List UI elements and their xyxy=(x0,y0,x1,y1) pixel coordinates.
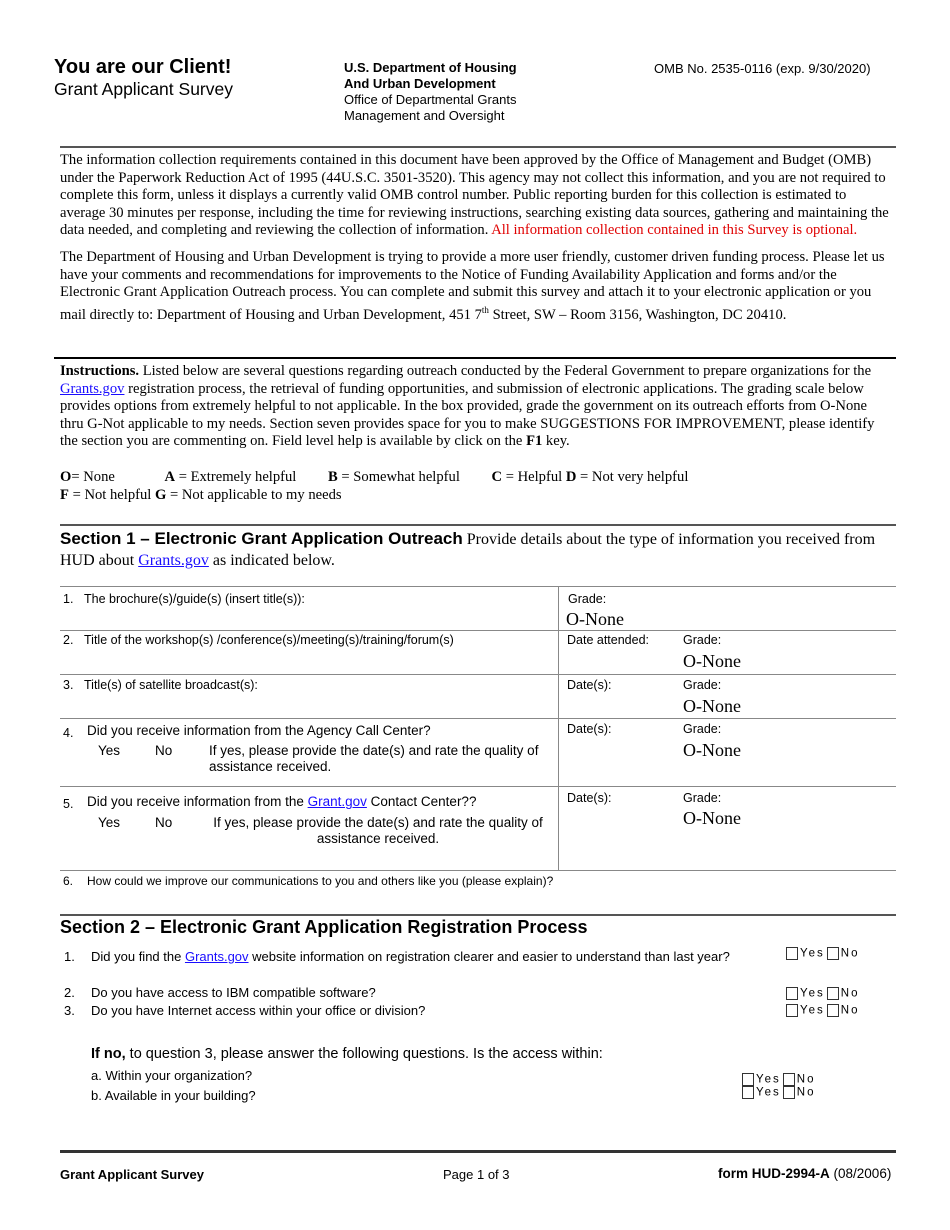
q4-yes-option[interactable]: Yes xyxy=(98,743,121,758)
q1-text: The brochure(s)/guide(s) (insert title(s)): xyxy=(84,592,305,606)
row-divider xyxy=(60,786,896,787)
row-divider xyxy=(60,630,896,631)
no-checkbox[interactable] xyxy=(827,947,839,960)
instructions xyxy=(60,363,894,451)
scale-text: = Somewhat helpful xyxy=(337,469,460,485)
no-label: No xyxy=(840,947,860,960)
s2-qa-text: a. Within your organization? xyxy=(91,1068,253,1083)
no-label: No xyxy=(796,1086,816,1099)
omb-text: The information collection requirements contained in this document have been approved by the Office of Management and Budget (OMB) under the Paperwork Reduction Act of 1995 (44U.S.C. 3501-3520). This agency may not collect this information, and you are not required to complete this form, unless it displays a currently valid OMB control number. Public reporting burden for this collection is estimated to average 30 minutes per response, including the time for reviewing instructions, searching existing data sources, gathering and maintaining the data needed, and completing and reviewing the collection of information. xyxy=(60,152,889,239)
grants-gov-link[interactable]: Grants.gov xyxy=(184,949,249,964)
row-divider xyxy=(60,674,896,675)
yes-label: Yes xyxy=(756,1073,781,1086)
s2-q2-yes-no xyxy=(784,987,859,1000)
q-number: 1. xyxy=(64,949,75,964)
optional-notice: All information collection contained in this Survey is optional. xyxy=(491,222,858,239)
agency-line: And Urban Development xyxy=(344,76,496,91)
s2-q3-text: Do you have Internet access within your office or division? xyxy=(91,1003,426,1018)
intro xyxy=(60,152,894,324)
date-label: Date(s): xyxy=(567,791,612,805)
s2-q2-text: Do you have access to IBM compatible software? xyxy=(91,985,376,1000)
q5-yes-option[interactable]: Yes xyxy=(98,815,121,830)
q-number: 2. xyxy=(63,633,74,647)
yes-checkbox[interactable] xyxy=(786,1004,798,1017)
no-label: No xyxy=(796,1073,816,1086)
grade-label: Grade: xyxy=(683,722,722,736)
q-number: 5. xyxy=(63,797,74,811)
purpose-text: The Department of Housing and Urban Development is trying to provide a more user friendly, customer driven funding process. Please let us have your comments and recommendations for improvements to the Notice of Funding Availability Application and forms and/or the Electronic Grant Application Outreach process. You can complete and submit this survey and attach it to your electronic application or you mail directly to: Department of Housing and Urban Development, 451 7 xyxy=(60,248,885,323)
grading-scale xyxy=(60,468,688,504)
scale-key: O xyxy=(60,469,72,485)
scale-text: = None xyxy=(71,469,115,485)
q2-grade-select[interactable]: O-None xyxy=(683,651,741,671)
s2-q1-text xyxy=(91,949,731,965)
date-label: Date(s): xyxy=(567,722,612,736)
section1-heading xyxy=(60,528,894,571)
divider xyxy=(54,357,896,359)
omb-number: OMB No. 2535-0116 (exp. 9/30/2020) xyxy=(654,61,871,76)
grants-gov-link[interactable]: Grants.gov xyxy=(138,552,209,569)
q4-followup: If yes, please provide the date(s) and rate the quality of assistance received. xyxy=(209,743,539,774)
agency-line: U.S. Department of Housing xyxy=(344,60,517,75)
q-number: 2. xyxy=(64,985,75,1000)
s2-qb-text: b. Available in your building? xyxy=(91,1088,256,1103)
yes-checkbox[interactable] xyxy=(786,947,798,960)
no-label: No xyxy=(840,1004,860,1017)
section1-desc: Provide details about the type of information you received from HUD about xyxy=(60,531,876,569)
date-label: Date(s): xyxy=(567,678,612,692)
yes-label: Yes xyxy=(800,947,825,960)
instructions-text: registration process, the retrieval of funding opportunities, and submission of electronic applications. The grading scale below provides options from extremely helpful to not applicable. In the box provided, grade the government on its outreach efforts from O-None thru G-Not applicable to my needs. Section seven provides space for you to make SUGGESTIONS FOR IMPROVEMENT, please identify the section you are commenting on. Field level help is available by click on the xyxy=(60,380,875,450)
grade-label: Grade: xyxy=(568,592,607,606)
divider xyxy=(60,146,896,148)
instructions-text: Listed below are several questions regarding outreach conducted by the Federal Government to prepare organizations for the xyxy=(139,363,872,379)
f1-key: F1 xyxy=(526,433,543,450)
office-line: Management and Oversight xyxy=(344,108,505,123)
q5-text-part: Contact Center?? xyxy=(366,794,477,809)
q2-text: Title of the workshop(s) /conference(s)/meeting(s)/training/forum(s) xyxy=(84,633,454,647)
column-divider xyxy=(558,586,559,870)
yes-label: Yes xyxy=(756,1086,781,1099)
section2-title: Section 2 – Electronic Grant Application Registration Process xyxy=(60,917,588,937)
q-number: 3. xyxy=(64,1003,75,1018)
q5-no-option[interactable]: No xyxy=(155,815,173,830)
office-line: Office of Departmental Grants xyxy=(344,92,517,107)
q4-text: Did you receive information from the Agency Call Center? xyxy=(87,723,431,738)
s2-q1-part: Did you find the xyxy=(91,949,185,964)
s2-q1-yes-no xyxy=(784,947,859,960)
form-number: form HUD-2994-A xyxy=(718,1166,830,1181)
superscript: th xyxy=(481,304,489,315)
grade-label: Grade: xyxy=(683,678,722,692)
form-id xyxy=(718,1166,891,1181)
row-divider xyxy=(60,870,896,871)
s2-q1-part: website information on registration clearer and easier to understand than last year? xyxy=(248,949,730,964)
divider xyxy=(60,914,896,916)
instructions-label: Instructions. xyxy=(60,363,140,379)
grant-gov-link[interactable]: Grant.gov xyxy=(307,794,367,809)
row-divider xyxy=(60,718,896,719)
no-checkbox[interactable] xyxy=(783,1086,795,1099)
q3-text: Title(s) of satellite broadcast(s): xyxy=(84,678,258,692)
scale-key: D xyxy=(565,469,577,485)
page-number: Page 1 of 3 xyxy=(443,1167,510,1182)
no-checkbox[interactable] xyxy=(827,987,839,1000)
footer-form-name: Grant Applicant Survey xyxy=(60,1167,204,1182)
q6-text: How could we improve our communications to you and others like you (please explain)? xyxy=(87,874,554,888)
q5-text xyxy=(87,794,476,809)
scale-text: = Not helpful xyxy=(68,487,155,503)
q5-grade-select[interactable]: O-None xyxy=(683,808,741,828)
scale-text: = Not very helpful xyxy=(576,469,689,485)
table-top xyxy=(60,586,896,587)
grants-gov-link[interactable]: Grants.gov xyxy=(60,380,125,397)
yes-label: Yes xyxy=(800,1004,825,1017)
no-checkbox[interactable] xyxy=(783,1073,795,1086)
q4-no-option[interactable]: No xyxy=(155,743,173,758)
scale-text: = Extremely helpful xyxy=(175,469,297,485)
no-label: No xyxy=(840,987,860,1000)
s2-qb-yes-no xyxy=(740,1086,815,1099)
s2-q3-yes-no xyxy=(784,1004,859,1017)
grade-label: Grade: xyxy=(683,791,722,805)
scale-text: = Helpful xyxy=(502,469,566,485)
if-no-prompt xyxy=(91,1046,603,1062)
yes-checkbox[interactable] xyxy=(742,1086,754,1099)
yes-checkbox[interactable] xyxy=(742,1073,754,1086)
footer-divider xyxy=(60,1150,896,1153)
q-number: 3. xyxy=(63,678,74,692)
form-date: (08/2006) xyxy=(829,1166,892,1181)
omb-paragraph xyxy=(60,152,894,240)
scale-key: A xyxy=(164,469,176,485)
yes-label: Yes xyxy=(800,987,825,1000)
q3-grade-select[interactable]: O-None xyxy=(683,696,741,716)
section1-title: Section 1 – Electronic Grant Application Outreach xyxy=(60,529,463,548)
purpose-text-end: Street, SW – Room 3156, Washington, DC 20410. xyxy=(488,306,787,323)
if-no-text: to question 3, please answer the following questions. Is the access within: xyxy=(125,1046,603,1062)
scale-key: F xyxy=(60,487,69,503)
scale-key: G xyxy=(154,487,167,503)
scale-text: = Not applicable to my needs xyxy=(166,487,342,503)
scale-key: B xyxy=(328,469,338,485)
q1-grade-select[interactable]: O-None xyxy=(566,609,624,629)
instructions-text: key. xyxy=(542,433,570,450)
yes-checkbox[interactable] xyxy=(786,987,798,1000)
q4-grade-select[interactable]: O-None xyxy=(683,740,741,760)
purpose-paragraph xyxy=(60,249,894,324)
no-checkbox[interactable] xyxy=(827,1004,839,1017)
q-number: 4. xyxy=(63,726,74,740)
agency-block xyxy=(344,60,517,124)
date-label: Date attended: xyxy=(567,633,650,647)
section1-desc: as indicated below. xyxy=(208,552,335,569)
if-no-label: If no, xyxy=(91,1046,126,1062)
q-number: 1. xyxy=(63,592,74,606)
form-title: You are our Client! xyxy=(54,56,232,78)
scale-key: C xyxy=(491,469,503,485)
divider xyxy=(60,524,896,526)
form-subtitle: Grant Applicant Survey xyxy=(54,79,233,99)
s2-qa-yes-no xyxy=(740,1073,815,1086)
grade-label: Grade: xyxy=(683,633,722,647)
header xyxy=(54,56,233,100)
q5-followup: If yes, please provide the date(s) and rate the quality of assistance received. xyxy=(213,815,543,846)
q-number: 6. xyxy=(63,874,74,888)
q5-text-part: Did you receive information from the xyxy=(87,794,308,809)
